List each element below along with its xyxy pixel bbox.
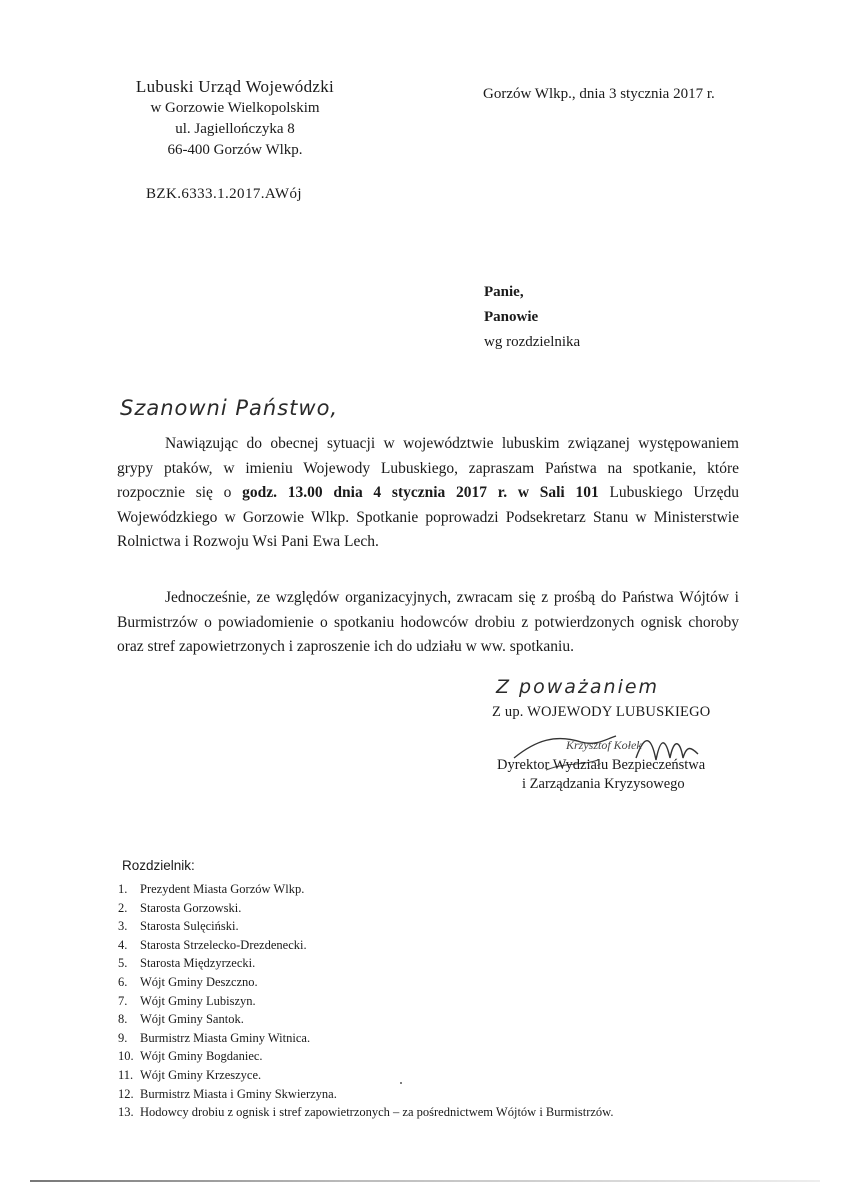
list-item-number: 6. [118, 974, 128, 989]
list-item-text: Burmistrz Miasta Gminy Witnica. [140, 1030, 311, 1045]
list-item-number: 9. [118, 1030, 128, 1045]
scan-speck [400, 1082, 402, 1084]
list-item [118, 992, 614, 1011]
list-item-text: Wójt Gminy Santok. [140, 1012, 244, 1027]
list-item-text: Hodowcy drobiu z ognisk i stref zapowietrzonych – za pośrednictwem Wójtów i Burmistrzów. [140, 1105, 614, 1120]
paragraph-1-text-a: Nawiązując do obecnej sytuacji w województwie lubuskim związanej występowaniem grypy ptaków, w imieniu Wojewody Lubuskiego, zapraszam Państwa na spotkanie, które rozpocznie się o [117, 435, 739, 501]
letter-date: Gorzów Wlkp., dnia 3 stycznia 2017 r. [483, 86, 715, 102]
distribution-list [118, 880, 614, 1122]
sender-office: Lubuski Urząd Wojewódzki [135, 77, 335, 96]
list-item-number: 11. [118, 1067, 134, 1082]
list-item [118, 917, 614, 936]
list-item-number: 10. [118, 1049, 134, 1064]
signer-title-line2: i Zarządzania Kryzysowego [522, 776, 685, 792]
reference-number: BZK.6333.1.2017.AWój [146, 186, 302, 202]
list-item-number: 2. [118, 900, 128, 915]
distribution-title: Rozdzielnik: [122, 858, 195, 873]
signer-name-stamp: Krzysztof Kołek [566, 738, 642, 752]
list-item [118, 1047, 614, 1066]
list-item [118, 899, 614, 918]
sender-city: w Gorzowie Wielkopolskim [150, 100, 320, 116]
list-item-text: Starosta Międzyrzecki. [140, 956, 256, 971]
addressee-block [484, 280, 580, 355]
sender-block [90, 76, 380, 161]
list-item [118, 954, 614, 973]
paragraph-1-bold: godz. 13.00 dnia 4 stycznia 2017 r. w Sali 101 [242, 484, 599, 501]
list-item-text: Starosta Sulęciński. [140, 919, 239, 934]
addressee-line1: Panie, [484, 284, 524, 300]
sender-street: ul. Jagiellończyka 8 [175, 121, 295, 137]
list-item [118, 1010, 614, 1029]
list-item-text: Wójt Gminy Lubiszyn. [140, 993, 256, 1008]
addressee-line3: wg rozdzielnika [484, 334, 581, 350]
paragraph-1 [117, 432, 739, 555]
list-item-number: 8. [118, 1012, 128, 1027]
list-item-text: Wójt Gminy Bogdaniec. [140, 1049, 263, 1064]
list-item-number: 12. [118, 1086, 134, 1101]
signer-title-line1: Dyrektor Wydziału Bezpieczeństwa [497, 757, 706, 773]
list-item-text: Starosta Strzelecko-Drezdenecki. [140, 937, 307, 952]
handwritten-closing: Z poważaniem [496, 676, 660, 698]
list-item-text: Starosta Gorzowski. [140, 900, 242, 915]
list-item-number: 13. [118, 1105, 134, 1120]
list-item [118, 1066, 614, 1085]
scan-bottom-edge [30, 1180, 820, 1182]
list-item [118, 880, 614, 899]
paragraph-2-text: Jednocześnie, ze względów organizacyjnych, zwracam się z prośbą do Państwa Wójtów i Burmistrzów o powiadomienie o spotkaniu hodowców drobiu z potwierdzonych ognisk choroby oraz stref zapowietrzonych i zaproszenie ich do udziału w ww. spotkaniu. [117, 589, 739, 655]
list-item-number: 1. [118, 882, 128, 896]
list-item [118, 936, 614, 955]
list-item [118, 1085, 614, 1104]
list-item [118, 1103, 614, 1122]
list-item-text: Wójt Gminy Deszczno. [140, 974, 258, 989]
list-item-number: 3. [118, 919, 128, 934]
sender-postal: 66-400 Gorzów Wlkp. [167, 142, 303, 158]
paragraph-1-text-b: Lubuskiego Urzędu Wojewódzkiego w Gorzowie Wlkp. Spotkanie poprowadzi Podsekretarz Stanu w Ministerstwie Rolnictwa i Rozwoju Wsi Pani Ewa Lech. [117, 484, 739, 550]
list-item [118, 973, 614, 992]
addressee-line2: Panowie [484, 309, 539, 325]
handwritten-greeting: Szanowni Państwo, [120, 396, 339, 420]
list-item [118, 1029, 614, 1048]
list-item-number: 7. [118, 993, 128, 1008]
list-item-text: Prezydent Miasta Gorzów Wlkp. [140, 882, 305, 896]
list-item-number: 5. [118, 956, 128, 971]
list-item-text: Wójt Gminy Krzeszyce. [140, 1067, 262, 1082]
signer-authority: Z up. WOJEWODY LUBUSKIEGO [492, 704, 711, 720]
list-item-number: 4. [118, 937, 128, 952]
paragraph-2 [117, 586, 739, 660]
list-item-text: Burmistrz Miasta i Gminy Skwierzyna. [140, 1086, 337, 1101]
